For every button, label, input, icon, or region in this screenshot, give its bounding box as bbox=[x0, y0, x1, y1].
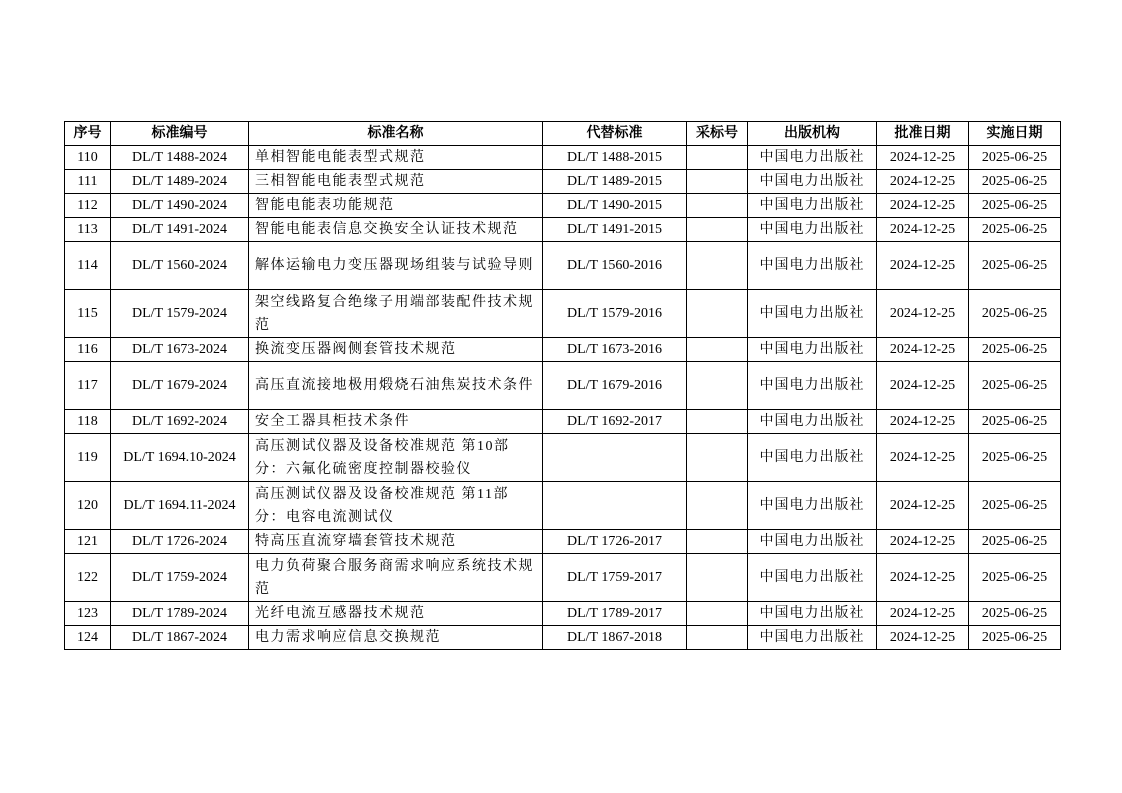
cell-code: DL/T 1489-2024 bbox=[111, 170, 249, 194]
cell-approved: 2024-12-25 bbox=[877, 146, 969, 170]
cell-publisher: 中国电力出版社 bbox=[748, 410, 877, 434]
cell-no: 115 bbox=[65, 290, 111, 338]
cell-name: 高压直流接地极用煅烧石油焦炭技术条件 bbox=[249, 362, 543, 410]
cell-code: DL/T 1560-2024 bbox=[111, 242, 249, 290]
table-row bbox=[65, 434, 1061, 482]
cell-name: 高压测试仪器及设备校准规范 第10部分：六氟化硫密度控制器校验仪 bbox=[249, 434, 543, 482]
table-row bbox=[65, 146, 1061, 170]
cell-adopted bbox=[687, 626, 748, 650]
standards-table bbox=[64, 121, 1061, 650]
cell-replaces: DL/T 1789-2017 bbox=[543, 602, 687, 626]
cell-replaces: DL/T 1673-2016 bbox=[543, 338, 687, 362]
cell-no: 121 bbox=[65, 530, 111, 554]
cell-replaces: DL/T 1489-2015 bbox=[543, 170, 687, 194]
table-body bbox=[65, 146, 1061, 650]
table-row bbox=[65, 194, 1061, 218]
table-row bbox=[65, 554, 1061, 602]
cell-code: DL/T 1694.10-2024 bbox=[111, 434, 249, 482]
cell-approved: 2024-12-25 bbox=[877, 362, 969, 410]
cell-publisher: 中国电力出版社 bbox=[748, 290, 877, 338]
cell-code: DL/T 1694.11-2024 bbox=[111, 482, 249, 530]
cell-no: 123 bbox=[65, 602, 111, 626]
cell-adopted bbox=[687, 218, 748, 242]
cell-publisher: 中国电力出版社 bbox=[748, 194, 877, 218]
cell-effective: 2025-06-25 bbox=[969, 410, 1061, 434]
cell-approved: 2024-12-25 bbox=[877, 482, 969, 530]
cell-code: DL/T 1867-2024 bbox=[111, 626, 249, 650]
cell-adopted bbox=[687, 530, 748, 554]
cell-approved: 2024-12-25 bbox=[877, 626, 969, 650]
header-adopted: 采标号 bbox=[687, 122, 748, 146]
cell-code: DL/T 1789-2024 bbox=[111, 602, 249, 626]
cell-publisher: 中国电力出版社 bbox=[748, 362, 877, 410]
table-row bbox=[65, 482, 1061, 530]
cell-name: 电力需求响应信息交换规范 bbox=[249, 626, 543, 650]
cell-effective: 2025-06-25 bbox=[969, 146, 1061, 170]
cell-no: 112 bbox=[65, 194, 111, 218]
cell-code: DL/T 1679-2024 bbox=[111, 362, 249, 410]
cell-replaces: DL/T 1867-2018 bbox=[543, 626, 687, 650]
table-row bbox=[65, 290, 1061, 338]
cell-approved: 2024-12-25 bbox=[877, 530, 969, 554]
cell-publisher: 中国电力出版社 bbox=[748, 626, 877, 650]
cell-code: DL/T 1726-2024 bbox=[111, 530, 249, 554]
cell-replaces: DL/T 1726-2017 bbox=[543, 530, 687, 554]
table-row bbox=[65, 626, 1061, 650]
cell-no: 111 bbox=[65, 170, 111, 194]
cell-no: 120 bbox=[65, 482, 111, 530]
header-publisher: 出版机构 bbox=[748, 122, 877, 146]
table-row bbox=[65, 530, 1061, 554]
cell-publisher: 中国电力出版社 bbox=[748, 218, 877, 242]
cell-adopted bbox=[687, 338, 748, 362]
cell-effective: 2025-06-25 bbox=[969, 242, 1061, 290]
cell-name: 安全工器具柜技术条件 bbox=[249, 410, 543, 434]
cell-replaces bbox=[543, 482, 687, 530]
cell-replaces: DL/T 1759-2017 bbox=[543, 554, 687, 602]
header-name: 标准名称 bbox=[249, 122, 543, 146]
cell-replaces: DL/T 1692-2017 bbox=[543, 410, 687, 434]
cell-effective: 2025-06-25 bbox=[969, 218, 1061, 242]
cell-no: 117 bbox=[65, 362, 111, 410]
cell-publisher: 中国电力出版社 bbox=[748, 146, 877, 170]
cell-publisher: 中国电力出版社 bbox=[748, 170, 877, 194]
cell-approved: 2024-12-25 bbox=[877, 218, 969, 242]
cell-no: 110 bbox=[65, 146, 111, 170]
cell-code: DL/T 1673-2024 bbox=[111, 338, 249, 362]
cell-publisher: 中国电力出版社 bbox=[748, 554, 877, 602]
table-row bbox=[65, 338, 1061, 362]
cell-name: 架空线路复合绝缘子用端部装配件技术规范 bbox=[249, 290, 543, 338]
cell-effective: 2025-06-25 bbox=[969, 602, 1061, 626]
cell-name: 光纤电流互感器技术规范 bbox=[249, 602, 543, 626]
cell-effective: 2025-06-25 bbox=[969, 530, 1061, 554]
cell-effective: 2025-06-25 bbox=[969, 194, 1061, 218]
table-row bbox=[65, 602, 1061, 626]
cell-no: 122 bbox=[65, 554, 111, 602]
cell-approved: 2024-12-25 bbox=[877, 290, 969, 338]
cell-effective: 2025-06-25 bbox=[969, 290, 1061, 338]
cell-publisher: 中国电力出版社 bbox=[748, 338, 877, 362]
header-approved: 批准日期 bbox=[877, 122, 969, 146]
cell-effective: 2025-06-25 bbox=[969, 554, 1061, 602]
cell-name: 解体运输电力变压器现场组装与试验导则 bbox=[249, 242, 543, 290]
header-no: 序号 bbox=[65, 122, 111, 146]
cell-approved: 2024-12-25 bbox=[877, 434, 969, 482]
cell-name: 高压测试仪器及设备校准规范 第11部分：电容电流测试仪 bbox=[249, 482, 543, 530]
cell-name: 单相智能电能表型式规范 bbox=[249, 146, 543, 170]
cell-effective: 2025-06-25 bbox=[969, 362, 1061, 410]
cell-approved: 2024-12-25 bbox=[877, 338, 969, 362]
cell-approved: 2024-12-25 bbox=[877, 242, 969, 290]
cell-adopted bbox=[687, 482, 748, 530]
cell-adopted bbox=[687, 434, 748, 482]
header-effective: 实施日期 bbox=[969, 122, 1061, 146]
cell-publisher: 中国电力出版社 bbox=[748, 530, 877, 554]
cell-adopted bbox=[687, 554, 748, 602]
cell-adopted bbox=[687, 242, 748, 290]
cell-no: 116 bbox=[65, 338, 111, 362]
cell-replaces: DL/T 1560-2016 bbox=[543, 242, 687, 290]
cell-approved: 2024-12-25 bbox=[877, 602, 969, 626]
cell-approved: 2024-12-25 bbox=[877, 554, 969, 602]
cell-approved: 2024-12-25 bbox=[877, 194, 969, 218]
cell-effective: 2025-06-25 bbox=[969, 626, 1061, 650]
cell-publisher: 中国电力出版社 bbox=[748, 602, 877, 626]
cell-adopted bbox=[687, 410, 748, 434]
table-row bbox=[65, 170, 1061, 194]
cell-approved: 2024-12-25 bbox=[877, 410, 969, 434]
cell-effective: 2025-06-25 bbox=[969, 170, 1061, 194]
cell-no: 113 bbox=[65, 218, 111, 242]
cell-code: DL/T 1759-2024 bbox=[111, 554, 249, 602]
cell-name: 智能电能表信息交换安全认证技术规范 bbox=[249, 218, 543, 242]
cell-name: 特高压直流穿墙套管技术规范 bbox=[249, 530, 543, 554]
table-row bbox=[65, 362, 1061, 410]
cell-publisher: 中国电力出版社 bbox=[748, 242, 877, 290]
cell-code: DL/T 1692-2024 bbox=[111, 410, 249, 434]
table-row bbox=[65, 410, 1061, 434]
cell-adopted bbox=[687, 290, 748, 338]
cell-no: 119 bbox=[65, 434, 111, 482]
cell-code: DL/T 1491-2024 bbox=[111, 218, 249, 242]
cell-replaces: DL/T 1490-2015 bbox=[543, 194, 687, 218]
header-code: 标准编号 bbox=[111, 122, 249, 146]
cell-no: 118 bbox=[65, 410, 111, 434]
table-header-row bbox=[65, 122, 1061, 146]
cell-adopted bbox=[687, 170, 748, 194]
table-row bbox=[65, 242, 1061, 290]
cell-adopted bbox=[687, 194, 748, 218]
cell-replaces: DL/T 1579-2016 bbox=[543, 290, 687, 338]
cell-name: 电力负荷聚合服务商需求响应系统技术规范 bbox=[249, 554, 543, 602]
cell-no: 114 bbox=[65, 242, 111, 290]
cell-replaces: DL/T 1488-2015 bbox=[543, 146, 687, 170]
cell-adopted bbox=[687, 362, 748, 410]
cell-replaces: DL/T 1491-2015 bbox=[543, 218, 687, 242]
header-replaces: 代替标准 bbox=[543, 122, 687, 146]
table-row bbox=[65, 218, 1061, 242]
cell-replaces: DL/T 1679-2016 bbox=[543, 362, 687, 410]
cell-name: 三相智能电能表型式规范 bbox=[249, 170, 543, 194]
cell-adopted bbox=[687, 602, 748, 626]
cell-adopted bbox=[687, 146, 748, 170]
cell-approved: 2024-12-25 bbox=[877, 170, 969, 194]
cell-name: 智能电能表功能规范 bbox=[249, 194, 543, 218]
cell-replaces bbox=[543, 434, 687, 482]
cell-publisher: 中国电力出版社 bbox=[748, 482, 877, 530]
cell-code: DL/T 1490-2024 bbox=[111, 194, 249, 218]
cell-no: 124 bbox=[65, 626, 111, 650]
cell-publisher: 中国电力出版社 bbox=[748, 434, 877, 482]
cell-effective: 2025-06-25 bbox=[969, 434, 1061, 482]
cell-code: DL/T 1579-2024 bbox=[111, 290, 249, 338]
cell-name: 换流变压器阀侧套管技术规范 bbox=[249, 338, 543, 362]
cell-effective: 2025-06-25 bbox=[969, 338, 1061, 362]
cell-code: DL/T 1488-2024 bbox=[111, 146, 249, 170]
cell-effective: 2025-06-25 bbox=[969, 482, 1061, 530]
